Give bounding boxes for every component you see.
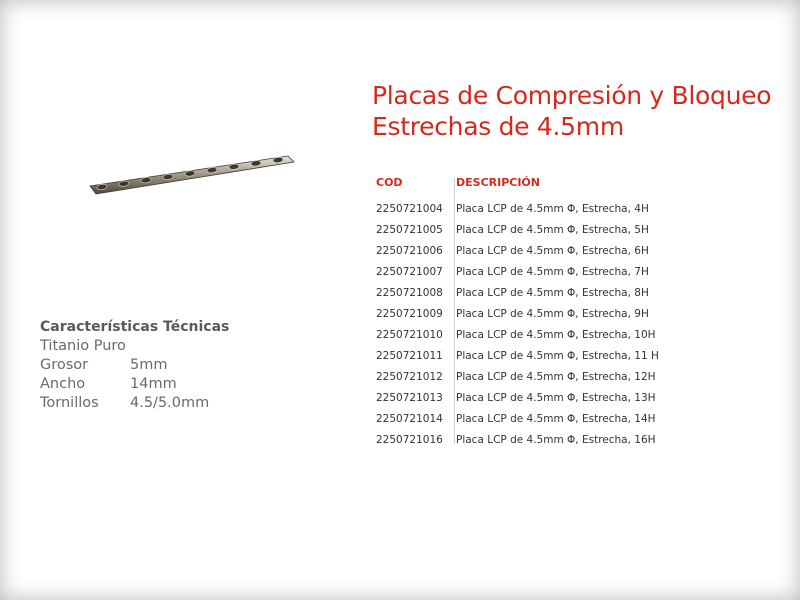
spec-label: Ancho: [40, 376, 86, 392]
table-row: [376, 408, 659, 429]
cell-code: 2250721007: [376, 265, 443, 278]
bone-plate-image: [88, 150, 298, 210]
cell-description: Placa LCP de 4.5mm Φ, Estrecha, 14H: [456, 412, 656, 425]
table-row: [376, 345, 659, 366]
page-title: [372, 80, 771, 142]
spec-value: 5mm: [130, 357, 168, 373]
cell-code: 2250721013: [376, 391, 443, 404]
technical-specs: [40, 318, 229, 413]
spec-row: [40, 375, 229, 394]
spec-value: 4.5/5.0mm: [130, 395, 210, 411]
cell-description: Placa LCP de 4.5mm Φ, Estrecha, 10H: [456, 328, 656, 341]
cell-description: Placa LCP de 4.5mm Φ, Estrecha, 6H: [456, 244, 649, 257]
table-row: [376, 429, 659, 450]
cell-code: 2250721004: [376, 202, 443, 215]
cell-code: 2250721014: [376, 412, 443, 425]
cell-description: Placa LCP de 4.5mm Φ, Estrecha, 13H: [456, 391, 656, 404]
header-code: COD: [376, 176, 403, 189]
table-row: [376, 261, 659, 282]
product-table: [376, 176, 659, 450]
table-row: [376, 198, 659, 219]
cell-description: Placa LCP de 4.5mm Φ, Estrecha, 8H: [456, 286, 649, 299]
table-row: [376, 282, 659, 303]
cell-description: Placa LCP de 4.5mm Φ, Estrecha, 7H: [456, 265, 649, 278]
cell-code: 2250721005: [376, 223, 443, 236]
cell-code: 2250721011: [376, 349, 443, 362]
table-row: [376, 303, 659, 324]
cell-description: Placa LCP de 4.5mm Φ, Estrecha, 5H: [456, 223, 649, 236]
table-row: [376, 324, 659, 345]
specs-material: Titanio Puro: [40, 338, 126, 354]
table-row: [376, 240, 659, 261]
spec-value: 14mm: [130, 376, 177, 392]
spec-row: [40, 394, 229, 413]
cell-description: Placa LCP de 4.5mm Φ, Estrecha, 9H: [456, 307, 649, 320]
table-header: [376, 176, 659, 198]
table-row: [376, 387, 659, 408]
spec-label: Grosor: [40, 357, 89, 373]
cell-code: 2250721009: [376, 307, 443, 320]
specs-heading: Características Técnicas: [40, 319, 230, 335]
cell-code: 2250721008: [376, 286, 443, 299]
cell-code: 2250721012: [376, 370, 443, 383]
spec-row: [40, 356, 229, 375]
cell-code: 2250721010: [376, 328, 443, 341]
spec-label: Tornillos: [40, 395, 99, 411]
cell-code: 2250721006: [376, 244, 443, 257]
cell-code: 2250721016: [376, 433, 443, 446]
table-row: [376, 219, 659, 240]
title-line-1: Placas de Compresión y Bloqueo: [372, 81, 772, 110]
table-row: [376, 366, 659, 387]
cell-description: Placa LCP de 4.5mm Φ, Estrecha, 11 H: [456, 349, 659, 362]
cell-description: Placa LCP de 4.5mm Φ, Estrecha, 12H: [456, 370, 656, 383]
cell-description: Placa LCP de 4.5mm Φ, Estrecha, 4H: [456, 202, 649, 215]
title-line-2: Estrechas de 4.5mm: [372, 112, 624, 141]
cell-description: Placa LCP de 4.5mm Φ, Estrecha, 16H: [456, 433, 656, 446]
header-description: DESCRIPCIÓN: [456, 176, 540, 189]
